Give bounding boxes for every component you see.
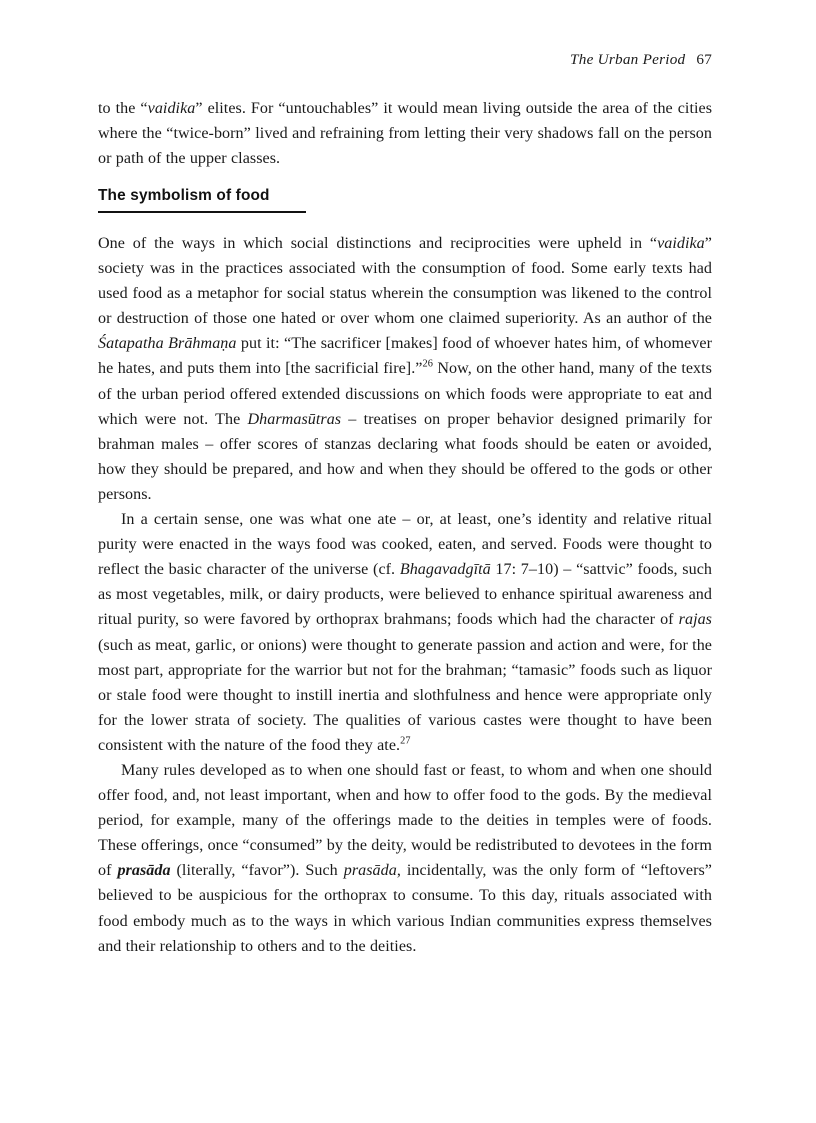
p1-text-c: ” elites. For “untouchables” it would mean living outside the area of the cities where the “twice-born” lived and refraining from letting their very shadows fall on the person or path of the upper classes. (98, 100, 713, 168)
running-head (98, 52, 712, 69)
p2-text-g: Now, on the other hand, many of the texts of the urban period offered extended discussions on which foods were appropriate to eat and which were not. The (98, 360, 712, 428)
paragraph-continued (98, 96, 712, 171)
paragraph-one-was-what-one-ate (98, 507, 712, 758)
title-dharmasutras: Dharmasūtras (247, 410, 342, 428)
term-prasada-bold: prasāda (117, 862, 171, 880)
paragraph-symbolism-of-food (98, 231, 712, 507)
section-heading-rule (98, 211, 306, 213)
p2-text-i: – treatises on proper behavior designed primarily for brahman males – offer scores of stanzas declaring what foods should be eaten or avoided, how they should be prepared, and how and when they should be offered to the gods or other persons. (98, 410, 712, 503)
p3-text-e: (such as meat, garlic, or onions) were thought to generate passion and action and were, for the most part, appropriate for the warrior but not for the brahman; “tamasic” foods such as liquor or stale food were thought to instill inertia and slothfulness and hence were appropriate only for the lower strata of society. The qualities of various castes were thought to have been consistent with the nature of the food they ate. (98, 636, 712, 754)
p2-text-c: ” society was in the practices associated with the consumption of food. Some early texts had used food as a metaphor for social status wherein the consumption was likened to the control or destruction of those one hated or over whom one claimed superiority. As an author of the (98, 235, 712, 328)
p1-text-a: to the “ (98, 100, 148, 117)
term-vaidika-2: vaidika (657, 235, 705, 252)
paragraph-many-rules-developed (98, 758, 712, 959)
p4-text-a: Many rules developed as to when one should fast or feast, to whom and when one should offer food, and, not least important, when and how to offer food to the gods. By the medieval period, for example, many of the offerings made to the deities in temples were of foods. These offerings, once “consumed” by the deity, would be redistributed to devotees in the form of (98, 761, 712, 880)
paragraph-block-main (98, 231, 712, 959)
title-satapatha-brahmana: Śatapatha Brāhmaṇa (98, 335, 237, 353)
term-vaidika-1: vaidika (147, 100, 196, 117)
running-head-title: The Urban Period (570, 51, 686, 68)
section-heading-group (98, 186, 712, 213)
section-heading: The symbolism of food (98, 187, 270, 204)
footnote-marker-27: 27 (400, 735, 411, 747)
page-number: 67 (696, 51, 712, 68)
p3-text-a: In a certain sense, one was what one ate – or, at least, one’s identity and relative ritual purity were enacted in the ways food was cooked, eaten, and served. Foods were thought to reflect the basic character of the universe (cf. (98, 511, 712, 579)
p2-text-e: put it: “The sacrificer [makes] food of whoever hates him, of whomever he hates, and puts them into [the sacrificial fire].” (98, 335, 712, 378)
p3-text-c: 17: 7–10) – “sattvic” foods, such as most vegetables, milk, or dairy products, were believed to enhance spiritual awareness and ritual purity, so were favored by orthoprax brahmans; foods which had the character of (98, 561, 712, 629)
p2-text-a: One of the ways in which social distinctions and reciprocities were upheld in “ (98, 235, 658, 252)
term-prasada-italic: prasāda (343, 862, 397, 880)
p4-text-c: (literally, “favor”). Such (170, 862, 344, 880)
term-rajas: rajas (678, 611, 712, 629)
footnote-marker-26: 26 (422, 359, 433, 371)
paragraph-block-intro (98, 96, 712, 171)
title-bhagavadgita: Bhagavadgītā (399, 561, 491, 579)
p4-text-e: , incidentally, was the only form of “leftovers” believed to be auspicious for the orthoprax to consume. To this day, rituals associated with food embody much as to the ways in which various Indian communities express themselves and their relationship to others and to the deities. (98, 862, 712, 955)
